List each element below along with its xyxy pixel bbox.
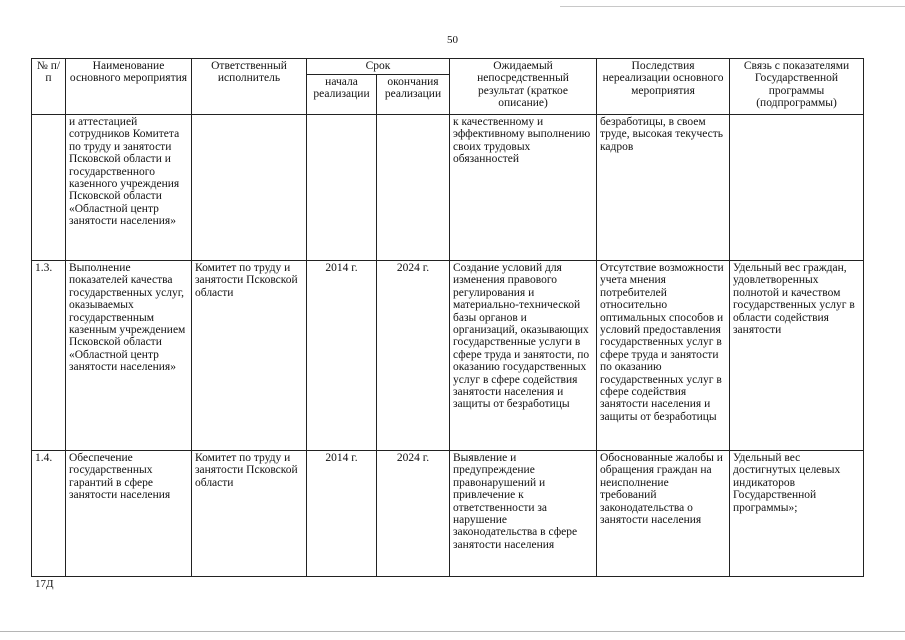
header-start: начала реализации — [307, 75, 377, 115]
row-consequences: безработицы, в своем труде, высокая текучесть кадров — [597, 115, 730, 261]
table-row — [32, 261, 864, 451]
header-name: Наименование основного мероприятия — [66, 59, 192, 115]
scan-artifact-line — [560, 6, 905, 7]
row-expected: Выявление и предупреждение правонарушений и привлечение к ответственности за нарушение законодательства в сфере занятости населения — [450, 451, 597, 577]
row-start — [307, 115, 377, 261]
row-num: 1.4. — [32, 451, 66, 577]
header-term: Срок — [307, 59, 450, 75]
page-number: 50 — [447, 34, 458, 46]
header-link: Связь с показателями Государственной программы (подпрограммы) — [730, 59, 864, 115]
row-name: Обеспечение государственных гарантий в сфере занятости населения — [66, 451, 192, 577]
row-num — [32, 115, 66, 261]
row-end: 2024 г. — [377, 451, 450, 577]
footer-code: 17Д — [35, 578, 54, 590]
row-expected: к качественному и эффективному выполнению своих трудовых обязанностей — [450, 115, 597, 261]
row-consequences: Обоснованные жалобы и обращения граждан на неисполнение требований законодательства о занятости населения — [597, 451, 730, 577]
scan-artifact-line — [0, 631, 905, 632]
row-num: 1.3. — [32, 261, 66, 451]
table-row — [32, 451, 864, 577]
row-end: 2024 г. — [377, 261, 450, 451]
row-start: 2014 г. — [307, 451, 377, 577]
row-link: Удельный вес достигнутых целевых индикаторов Государственной программы»; — [730, 451, 864, 577]
header-end: окончания реализации — [377, 75, 450, 115]
row-responsible — [192, 115, 307, 261]
header-consequences: Последствия нереализации основного мероприятия — [597, 59, 730, 115]
header-responsible: Ответственный исполнитель — [192, 59, 307, 115]
row-start: 2014 г. — [307, 261, 377, 451]
table-row — [32, 115, 864, 261]
row-end — [377, 115, 450, 261]
row-name: Выполнение показателей качества государственных услуг, оказываемых государственным казенным учреждением Псковской области «Областной центр занятости населения» — [66, 261, 192, 451]
row-expected: Создание условий для изменения правового регулирования и материально-технической базы органов и организаций, оказывающих государственные услуги в сфере труда и занятости, по оказанию государственных услуг в сфере содействия занятости населения и защиты от безработицы — [450, 261, 597, 451]
row-consequences: Отсутствие возможности учета мнения потребителей относительно оптимальных способов и условий предоставления государственных услуг в сфере труда и занятости по оказанию государственных услуг в сфере содействия занятости населения и защиты от безработицы — [597, 261, 730, 451]
row-responsible: Комитет по труду и занятости Псковской области — [192, 451, 307, 577]
activities-table — [31, 58, 864, 577]
row-responsible: Комитет по труду и занятости Псковской области — [192, 261, 307, 451]
row-name: и аттестацией сотрудников Комитета по труду и занятости Псковской области и государственного казенного учреждения Псковской области «Областной центр занятости населения» — [66, 115, 192, 261]
header-num: № п/п — [32, 59, 66, 115]
row-link — [730, 115, 864, 261]
header-expected: Ожидаемый непосредственный результат (краткое описание) — [450, 59, 597, 115]
row-link: Удельный вес граждан, удовлетворенных полнотой и качеством государственных услуг в области содействия занятости — [730, 261, 864, 451]
